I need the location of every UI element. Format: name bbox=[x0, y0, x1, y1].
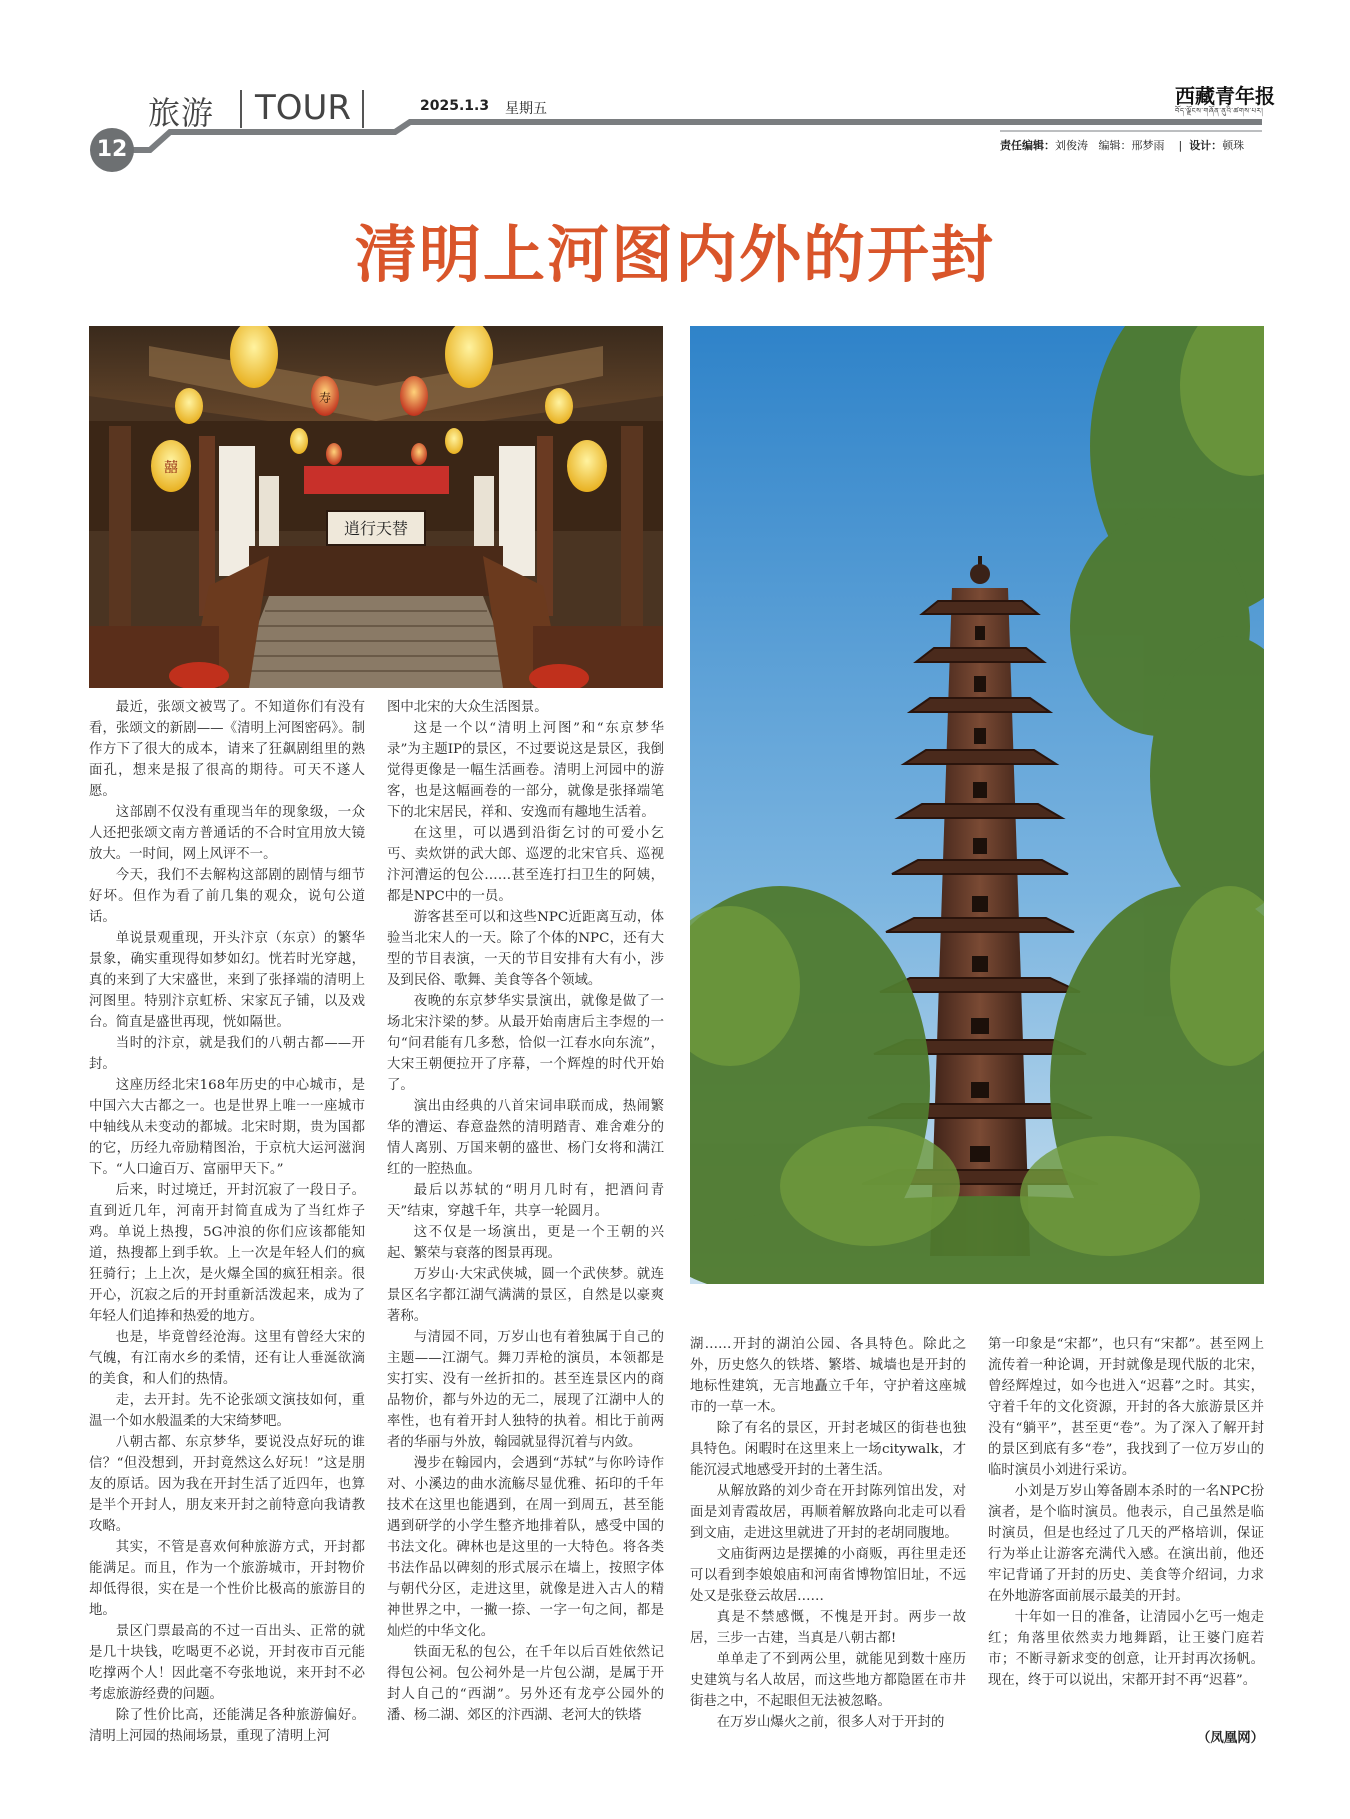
credit-editor-label: 责任编辑： bbox=[1000, 139, 1055, 152]
paragraph: 其实，不管是喜欢何种旅游方式，开封都能满足。而且，作为一个旅游城市，开封物价却低得很，实在是一个性价比极高的旅游目的地。 bbox=[89, 1540, 365, 1618]
lantern-glyph: 寿 bbox=[318, 391, 332, 405]
credit-editor: 刘俊涛 bbox=[1055, 139, 1088, 152]
paragraph: 与清园不同，万岁山也有着独属于自己的主题——江湖气。舞刀弄枪的演员，本领都是实打实、没有一丝折扣的。甚至连景区内的商品物价，都与外边的无二，展现了江湖中人的率性，也有着开封人独特的执着。相比于前两者的华丽与外放，翰园就显得沉着与内敛。 bbox=[387, 1330, 664, 1450]
paragraph: 夜晚的东京梦华实景演出，就像是做了一场北宋汴梁的梦。从最开始南唐后主李煜的一句“问君能有几多愁，恰似一江春水向东流”，大宋王朝便拉开了序幕，一个辉煌的时代开始了。 bbox=[387, 994, 664, 1093]
paragraph: 除了有名的景区，开封老城区的街巷也独具特色。闲暇时在这里来上一场citywalk，才能沉浸式地感受开封的土著生活。 bbox=[690, 1421, 966, 1478]
header-divider bbox=[240, 90, 242, 128]
paragraph: 单说景观重现，开头汴京（东京）的繁华景象，确实重现得如梦如幻。恍若时光穿越，真的来到了大宋盛世，来到了张择端的清明上河图里。特别汴京虹桥、宋家瓦子铺，以及戏台。简直是盛世再现，恍如隔世。 bbox=[89, 931, 365, 1030]
paragraph: 演出由经典的八首宋词串联而成，热闹繁华的漕运、春意盎然的清明踏青、难舍难分的情人离别、万国来朝的盛世、杨门女将和满江红的一腔热血。 bbox=[387, 1099, 664, 1177]
paragraph: 走，去开封。先不论张颂文演技如何，重温一个如水般温柔的大宋绮梦吧。 bbox=[89, 1393, 365, 1429]
credit-editor2-label: 编辑： bbox=[1098, 139, 1132, 152]
paragraph: 从解放路的刘少奇在开封陈列馆出发，对面是刘青霞故居，再顺着解放路向北走可以看到文庙，走进这里就进了开封的老胡同腹地。 bbox=[690, 1484, 966, 1541]
article-title: 清明上河图内外的开封 bbox=[354, 218, 995, 291]
issue-weekday: 星期五 bbox=[505, 101, 547, 117]
stage-interior-photo bbox=[89, 326, 663, 688]
article-column-2 bbox=[387, 697, 664, 1749]
paragraph: 游客甚至可以和这些NPC近距离互动，体验当北宋人的一天。除了个体的NPC，还有大型的节目表演，一天的节目安排有大有小，涉及到民俗、歌舞、美食等各个领域。 bbox=[387, 910, 664, 988]
credit-design: 顿珠 bbox=[1222, 139, 1245, 152]
issue-date: 2025.1.3 bbox=[420, 98, 490, 114]
paragraph: 景区门票最高的不过一百出头、正常的就是几十块钱，吃喝更不必说，开封夜市百元能吃撑两个人！因此毫不夸张地说，来开封不必考虑旅游经费的问题。 bbox=[89, 1624, 365, 1702]
paragraph: 图中北宋的大众生活图景。 bbox=[387, 700, 548, 715]
section-name-cn: 旅游 bbox=[148, 94, 215, 132]
header-divider bbox=[362, 90, 364, 128]
article-source: （凤凰网） bbox=[1197, 1730, 1264, 1746]
paragraph: 小刘是万岁山筹备剧本杀时的一名NPC扮演者，是个临时演员。他表示，自己虽然是临时演员，但是也经过了几天的严格培训，保证行为举止让游客充满代入感。在演出前，他还牢记背诵了开封的历史、美食等介绍词，力求在外地游客面前展示最美的开封。 bbox=[988, 1484, 1264, 1604]
newspaper-name: 西藏青年报 bbox=[1175, 84, 1275, 108]
paragraph: 十年如一日的准备，让清园小乞丐一炮走红；角落里依然卖力地舞蹈，让王婆门庭若市；不断寻新求变的创意，让开封再次扬帆。现在，终于可以说出，宋都开封不再“迟暮”。 bbox=[988, 1610, 1264, 1688]
paragraph: 最后以苏轼的“明月几时有，把酒问青天”结束，穿越千年，共享一轮圆月。 bbox=[387, 1183, 664, 1219]
paragraph: 八朝古都、东京梦华，要说没点好玩的谁信？“但没想到，开封竟然这么好玩！”这是朋友的原话。因为我在开封生活了近四年，也算是半个开封人，朋友来开封之前特意向我请教攻略。 bbox=[89, 1435, 365, 1534]
article-column-3 bbox=[690, 1334, 966, 1749]
paragraph: 后来，时过境迁，开封沉寂了一段日子。直到近几年，河南开封简直成为了当红炸子鸡。单说上热搜，5G冲浪的你们应该都能知道，热搜都上到手软。上一次是年轻人们的疯狂骑行；上上次，是火爆全国的疯狂相亲。很开心，沉寂之后的开封重新活泼起来，成为了年轻人们追捧和热爱的地方。 bbox=[89, 1183, 365, 1324]
article-column-1 bbox=[89, 697, 365, 1749]
stage-sign-text: 逍行天替 bbox=[343, 519, 409, 538]
paragraph: 当时的汴京，就是我们的八朝古都——开封。 bbox=[89, 1036, 365, 1072]
paragraph: 在这里，可以遇到沿街乞讨的可爱小乞丐、卖炊饼的武大郎、巡逻的北宋官兵、巡视汴河漕运的包公……甚至连打扫卫生的阿姨，都是NPC中的一员。 bbox=[387, 826, 664, 904]
editor-credits: 责任编辑：刘俊涛 编辑：邢梦雨 | 设计：顿珠 bbox=[1000, 139, 1245, 152]
paragraph: 今天，我们不去解构这部剧的剧情与细节好坏。但作为看了前几集的观众，说句公道话。 bbox=[89, 868, 365, 925]
section-name-en: TOUR bbox=[255, 88, 352, 128]
paragraph: 这是一个以“清明上河图”和“东京梦华录”为主题IP的景区，不过要说这是景区，我倒觉得更像是一幅生活画卷。清明上河园中的游客，也是这幅画卷的一部分，就像是张择端笔下的北宋居民，祥和、安逸而有趣地生活着。 bbox=[387, 721, 664, 820]
paragraph: 文庙街两边是摆摊的小商贩，再往里走还可以看到李娘娘庙和河南省博物馆旧址，不远处又是张登云故居…… bbox=[690, 1547, 966, 1604]
paragraph: 第一印象是“宋都”，也只有“宋都”。甚至网上流传着一种论调，开封就像是现代版的北宋，曾经辉煌过，如今也进入“迟暮”之时。其实，守着千年的文化资源，开封的各大旅游景区并没有“躺平”，甚至更“卷”。为了深入了解开封的景区到底有多“卷”，我找到了一位万岁山的临时演员小刘进行采访。 bbox=[988, 1337, 1264, 1478]
article-column-4 bbox=[988, 1334, 1264, 1749]
paragraph: 在万岁山爆火之前，很多人对于开封的 bbox=[716, 1715, 945, 1730]
paragraph: 铁面无私的包公，在千年以后百姓依然记得包公祠。包公祠外是一片包公湖，是属于开封人自己的“西湖”。另外还有龙亭公园外的潘、杨二湖、郊区的汴西湖、老河大的铁塔 bbox=[387, 1645, 664, 1723]
paragraph: 也是，毕竟曾经沧海。这里有曾经大宋的气魄，有江南水乡的柔情，还有让人垂涎欲滴的美食，和人们的热情。 bbox=[89, 1330, 365, 1387]
paragraph: 湖……开封的湖泊公园、各具特色。除此之外，历史悠久的铁塔、繁塔、城墙也是开封的地标性建筑，无言地矗立千年，守护着这座城市的一草一木。 bbox=[690, 1337, 966, 1415]
newspaper-name-tibetan: བོད་ལྗོངས་གཞོན་ནུའི་ཚགས་པར། bbox=[1175, 107, 1264, 115]
paragraph: 除了性价比高，还能满足各种旅游偏好。清明上河园的热闹场景，重现了清明上河 bbox=[89, 1708, 365, 1744]
lantern-glyph: 囍 bbox=[164, 460, 178, 476]
paragraph: 这座历经北宋168年历史的中心城市，是中国六大古都之一。也是世界上唯一一座城市中轴线从未变动的都城。北宋时期，贵为国都的它，历经九帝励精图治，于京杭大运河滋润下。“人口逾百万、富丽甲天下。” bbox=[89, 1078, 365, 1177]
page-number: 12 bbox=[90, 128, 134, 172]
paragraph: 单单走了不到两公里，就能见到数十座历史建筑与名人故居，而这些地方都隐匿在市井街巷之中，不起眼但无法被忽略。 bbox=[690, 1652, 966, 1709]
paragraph: 最近，张颂文被骂了。不知道你们有没有看，张颂文的新剧——《清明上河图密码》。制作方下了很大的成本，请来了狂飙剧组里的熟面孔，想来是报了很高的期待。可天不遂人愿。 bbox=[89, 700, 365, 799]
paragraph: 这不仅是一场演出，更是一个王朝的兴起、繁荣与衰落的图景再现。 bbox=[387, 1225, 664, 1261]
paragraph: 这部剧不仅没有重现当年的现象级，一众人还把张颂文南方普通话的不合时宜用放大镜放大。一时间，网上风评不一。 bbox=[89, 805, 365, 862]
paragraph: 万岁山·大宋武侠城，圆一个武侠梦。就连景区名字都江湖气满满的景区，自然是以豪爽著称。 bbox=[387, 1267, 664, 1324]
credit-editor2: 邢梦雨 bbox=[1131, 139, 1165, 152]
credit-design-label: 设计： bbox=[1189, 139, 1223, 152]
paragraph: 漫步在翰园内，会遇到“苏轼”与你吟诗作对、小溪边的曲水流觞尽显优雅、拓印的千年技术在这里也能遇到，在周一到周五，甚至能遇到研学的小学生整齐地排着队，感受中国的书法文化。碑林也是这里的一大特色。将各类书法作品以碑刻的形式展示在墙上，按照字体与朝代分区，走进这里，就像是进入古人的精神世界之中，一撇一捺、一字一句之间，都是灿烂的中华文化。 bbox=[387, 1456, 664, 1639]
iron-pagoda-photo bbox=[690, 326, 1264, 1284]
paragraph: 真是不禁感慨，不愧是开封。两步一故居，三步一古建，当真是八朝古都! bbox=[690, 1610, 966, 1646]
